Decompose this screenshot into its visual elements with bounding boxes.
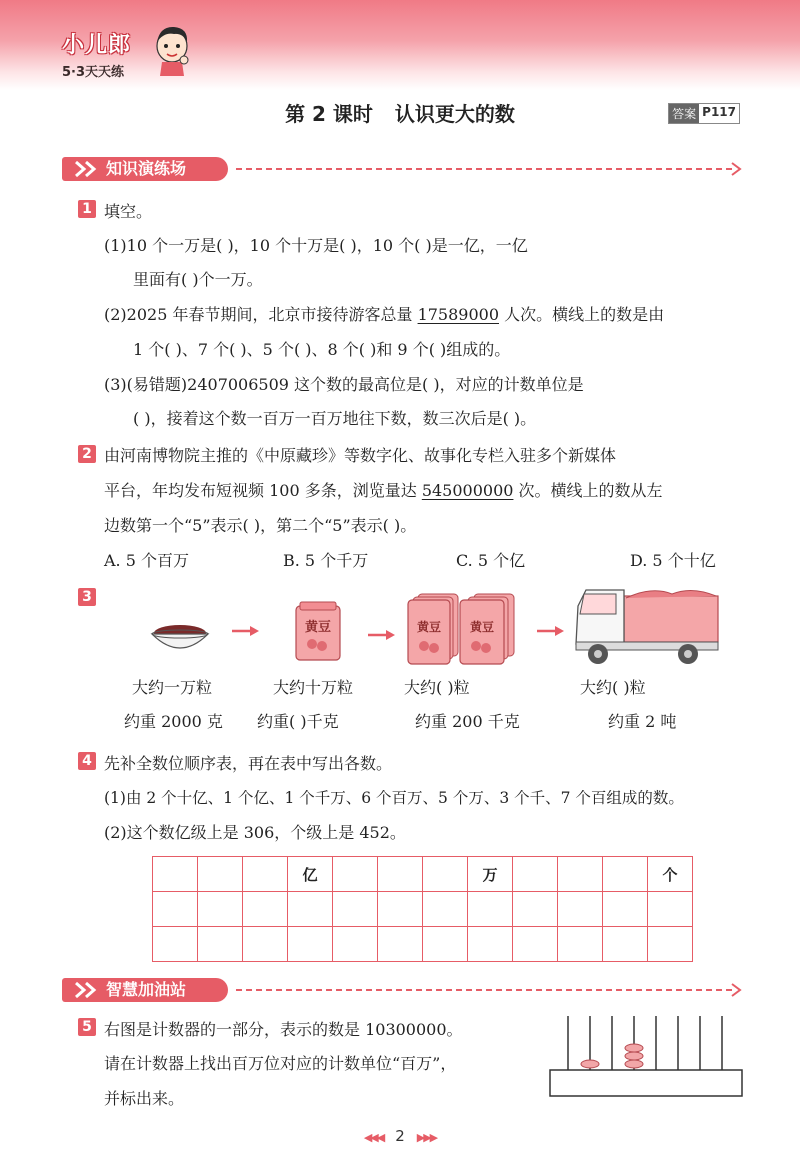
q4-line-1: (1)由 2 个十亿、1 个亿、1 个千万、6 个百万、5 个万、3 个千、7 个百组成的数。 <box>104 789 684 807</box>
q3-caption-3: 大约( )粒 <box>404 678 470 697</box>
lesson-title: 认识更大的数 <box>394 102 515 126</box>
question-number-4: 4 <box>78 752 96 770</box>
answer-cell[interactable] <box>423 927 468 962</box>
answer-cell[interactable] <box>378 892 423 927</box>
prev-arrows-icon: ◀◀◀ <box>363 1131 384 1144</box>
answer-cell[interactable] <box>468 927 513 962</box>
answer-cell[interactable] <box>468 892 513 927</box>
place-value-table <box>152 856 693 962</box>
question-number-5: 5 <box>78 1018 96 1036</box>
answer-cell[interactable] <box>288 892 333 927</box>
option-d: D. 5 个十亿 <box>630 551 716 570</box>
q3-caption-2: 大约十万粒 <box>273 678 354 697</box>
table-row <box>153 892 693 927</box>
section-header-challenge <box>62 978 742 1004</box>
section-header-practice <box>62 157 742 183</box>
option-c: C. 5 个亿 <box>456 551 526 570</box>
brand-logo <box>62 28 131 80</box>
answer-reference <box>668 103 740 124</box>
q3-caption-4: 大约( )粒 <box>580 678 646 697</box>
q1-line-4: 1 个( )、7 个( )、5 个( )、8 个( )和 9 个( )组成的。 <box>133 340 511 359</box>
header-cell[interactable] <box>198 857 243 892</box>
answer-cell[interactable] <box>378 927 423 962</box>
bowl-of-beans-icon <box>148 622 212 656</box>
option-a: A. 5 个百万 <box>104 551 189 570</box>
answer-cell[interactable] <box>603 927 648 962</box>
underlined-number: 17589000 <box>417 305 499 324</box>
truck-icon <box>572 582 722 668</box>
arrow-right-icon <box>368 629 396 641</box>
answer-cell[interactable] <box>333 892 378 927</box>
header-cell[interactable] <box>513 857 558 892</box>
q4-title: 先补全数位顺序表，再在表中写出各数。 <box>104 754 393 773</box>
section-divider <box>236 989 732 991</box>
arrow-right-icon <box>730 161 742 177</box>
answer-cell[interactable] <box>243 927 288 962</box>
next-arrows-icon: ▶▶▶ <box>416 1131 437 1144</box>
q4-line-2: (2)这个数亿级上是 306，个级上是 452。 <box>104 823 406 842</box>
q5-line-1: 右图是计数器的一部分，表示的数是 10300000。 <box>104 1020 463 1039</box>
header-cell[interactable] <box>333 857 378 892</box>
answer-cell[interactable] <box>243 892 288 927</box>
option-b: B. 5 个千万 <box>283 551 369 570</box>
q1-line-5: (3)(易错题)2407006509 这个数的最高位是( )，对应的计数单位是 <box>104 375 584 394</box>
header-cell: 亿 <box>288 857 333 892</box>
answer-cell[interactable] <box>153 892 198 927</box>
header-cell[interactable] <box>603 857 648 892</box>
abacus-counter[interactable] <box>548 1012 744 1098</box>
underlined-number: 545000000 <box>421 481 514 500</box>
q3-weight-2: 约重( )千克 <box>257 712 339 731</box>
q1-line-6: ( )，接着这个数一百万一百万地往下数，数三次后是( )。 <box>133 409 537 428</box>
q1-line-3: (2)2025 年春节期间，北京市接待游客总量 17589000 人次。横线上的数是由 <box>104 305 665 324</box>
answer-cell[interactable] <box>333 927 378 962</box>
q3-weight-3: 约重 200 千克 <box>415 712 520 731</box>
arrow-right-icon <box>232 625 260 637</box>
answer-cell[interactable] <box>558 892 603 927</box>
header-cell[interactable] <box>243 857 288 892</box>
answer-cell[interactable] <box>648 927 693 962</box>
answer-cell[interactable] <box>423 892 468 927</box>
answer-cell[interactable] <box>603 892 648 927</box>
question-number-3: 3 <box>78 588 96 606</box>
header-cell[interactable] <box>558 857 603 892</box>
header-cell[interactable] <box>423 857 468 892</box>
answer-cell[interactable] <box>648 892 693 927</box>
section-divider <box>236 168 732 170</box>
q5-line-3: 并标出来。 <box>104 1089 185 1108</box>
q1-title: 填空。 <box>104 202 153 221</box>
arrow-right-icon <box>730 982 742 998</box>
section-title-practice: 知识演练场 <box>62 157 228 181</box>
answer-cell[interactable] <box>198 892 243 927</box>
header-cell[interactable] <box>378 857 423 892</box>
brand-subtitle: 5·3天天练 <box>62 65 125 80</box>
header-cell[interactable] <box>153 857 198 892</box>
bag-label: 黄豆 <box>416 620 441 634</box>
q1-line-2: 里面有( )个一万。 <box>133 270 263 289</box>
table-header-row <box>153 857 693 892</box>
q3-caption-1: 大约一万粒 <box>132 678 213 697</box>
table-row <box>153 927 693 962</box>
answer-cell[interactable] <box>153 927 198 962</box>
double-chevron-icon <box>74 981 102 999</box>
answer-cell[interactable] <box>513 892 558 927</box>
answer-cell[interactable] <box>513 927 558 962</box>
arrow-right-icon <box>537 625 565 637</box>
section-title-challenge: 智慧加油站 <box>62 978 228 1002</box>
q2-line-1: 由河南博物院主推的《中原藏珍》等数字化、故事化专栏入驻多个新媒体 <box>104 446 617 465</box>
double-chevron-icon <box>74 160 102 178</box>
q2-line-3: 边数第一个“5”表示( )，第二个“5”表示( )。 <box>104 516 417 535</box>
page-number: ◀◀◀ 2 ▶▶▶ <box>363 1127 437 1145</box>
question-number-2: 2 <box>78 445 96 463</box>
header-cell: 万 <box>468 857 513 892</box>
q3-weight-1: 约重 2000 克 <box>124 712 223 731</box>
soybean-bag <box>294 600 342 662</box>
answer-cell[interactable] <box>198 927 243 962</box>
q3-weight-4: 约重 2 吨 <box>608 712 677 731</box>
q2-line-2: 平台，年均发布短视频 100 多条，浏览量达 545000000 次。横线上的数从左 <box>104 481 663 500</box>
lesson-number: 第 2 课时 <box>285 102 373 126</box>
answer-cell[interactable] <box>558 927 603 962</box>
q1-line-1: (1)10 个一万是( )，10 个十万是( )，10 个( )是一亿，一亿 <box>104 236 528 255</box>
bag-label: 黄豆 <box>469 620 494 634</box>
soybean-bag-stack <box>404 592 522 668</box>
bag-label: 黄豆 <box>304 620 331 635</box>
answer-cell[interactable] <box>288 927 333 962</box>
q5-line-2: 请在计数器上找出百万位对应的计数单位“百万”， <box>104 1054 457 1073</box>
brand-name: 小儿郎 <box>62 33 132 58</box>
answer-page: P117 <box>702 105 736 119</box>
header-cell: 个 <box>648 857 693 892</box>
mascot-boy-icon <box>150 20 194 78</box>
question-number-1: 1 <box>78 200 96 218</box>
answer-label: 答案 <box>669 104 699 123</box>
